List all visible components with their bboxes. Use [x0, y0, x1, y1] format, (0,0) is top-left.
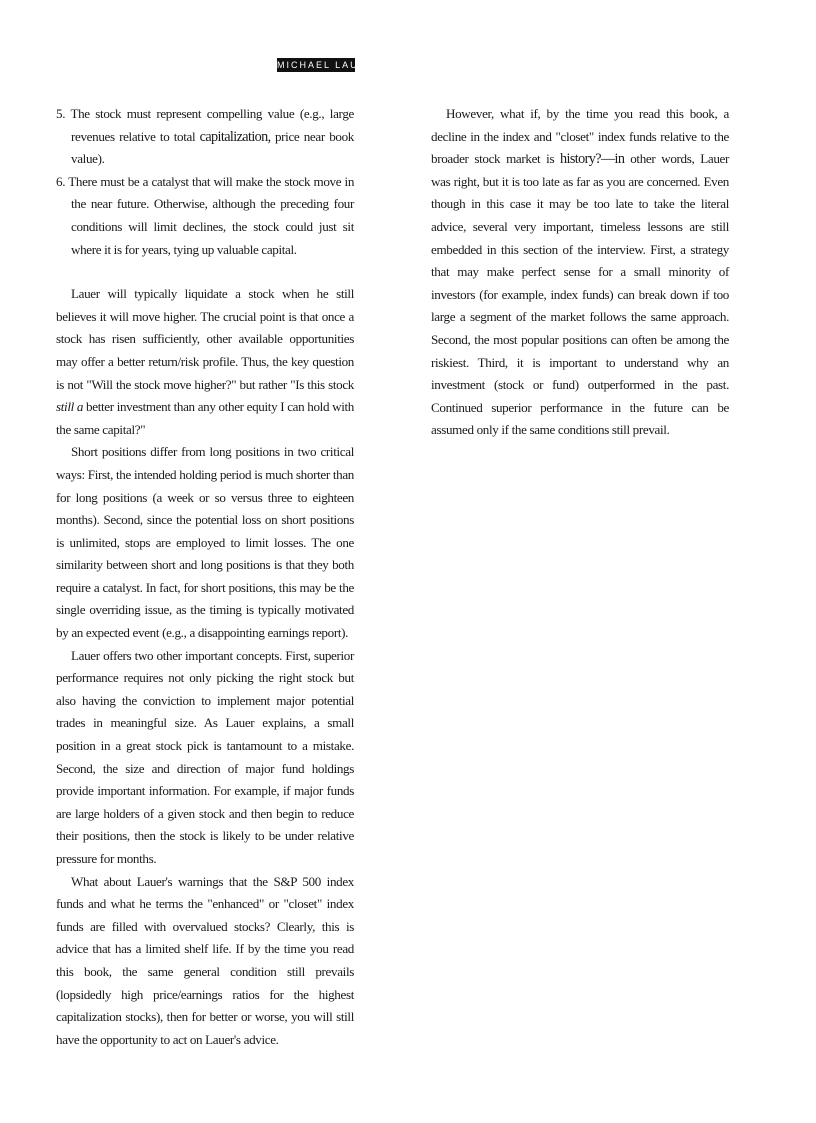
- list-number: 6.: [56, 173, 66, 189]
- italic-text: still a: [56, 399, 84, 415]
- paragraph-text: other words, Lauer was right, but it is too late as far as you are concerned. Even though in this case it may be too late to take the literal advice, several very important, timeless lessons are still embedded in this section of the interview. First, a strategy that may make perfect sense for a small minority of investors (for example, index funds) can break down if too large a segment of the market follows the same approach. Second, the most popular positions can often be among the riskiest. Third, it is important to understand why an investment (stock or fund) outperformed in the past. Continued superior performance in the future can be assumed only if the same conditions still prevail.: [431, 151, 729, 438]
- list-number: 5.: [56, 106, 66, 121]
- right-column: [431, 103, 729, 442]
- paragraph-text: Lauer will typically liquidate a stock when he still believes it will move higher. The crucial point is that once a stock has risen sufficiently, other available opportunities may offer a better return/risk profile. Thus, the key question is not "Will the stock move higher?" but rather "Is this stock: [56, 286, 354, 392]
- left-column: [56, 103, 354, 1051]
- body-paragraph: Lauer offers two other important concepts. First, superior performance requires not only picking the right stock but also having the conviction to implement major potential trades in meaningful size. As Lauer explains, a small position in a great stock pick is tantamount to a mistake. Second, the size and direction of major fund holdings provide important information. For example, if major funds are large holders of a given stock and then begin to reduce their positions, then the stock is likely to be under relative pressure for months.: [56, 647, 354, 866]
- running-head: MICHAEL LAUER: [277, 60, 376, 70]
- paragraph-text: However, what if, by the time you read this book, a decline in the index and "closet" index funds relative to the broader stock market is: [431, 106, 729, 167]
- paragraph-text: better investment than any other equity I can hold with the same capital?": [56, 399, 354, 437]
- list-text: The stock must represent compelling value (e.g., large revenues relative to total: [70, 106, 354, 144]
- list-item: [56, 171, 354, 261]
- paragraph-text-emphasis: history?—in: [560, 151, 625, 168]
- list-text: There must be a catalyst that will make the stock move in the near future. Otherwise, although the preceding four conditions will limit declines, the stock could just sit where it is for years, tying up valuable capital.: [68, 173, 355, 257]
- body-paragraph: What about Lauer's warnings that the S&P 500 index funds and what he terms the "enhanced" or "closet" index funds are filled with overvalued stocks? Clearly, this is advice that has a limited shelf life. If by the time you read this book, the same general condition still prevails (lopsidedly high price/earnings ratios for the highest capitalization stocks), then for better or worse, you will still have the opportunity to act on Lauer's advice.: [56, 873, 354, 1047]
- body-paragraph: [56, 283, 354, 441]
- list-text: price near book value).: [71, 128, 354, 167]
- list-text-emphasis: capitalization,: [199, 128, 271, 145]
- body-paragraph: Short positions differ from long positions in two critical ways: First, the intended holding period is much shorter than for long positions (a week or so versus three to eighteen months). Second, since the potential loss on short positions is unlimited, stops are employed to limit losses. The one similarity between short and long positions is that they both require a catalyst. In fact, for short positions, this may be the single overriding issue, as the timing is typically motivated by an expected event (e.g., a disappointing earnings report).: [56, 444, 354, 641]
- list-item: [56, 103, 354, 171]
- body-paragraph: [431, 103, 729, 442]
